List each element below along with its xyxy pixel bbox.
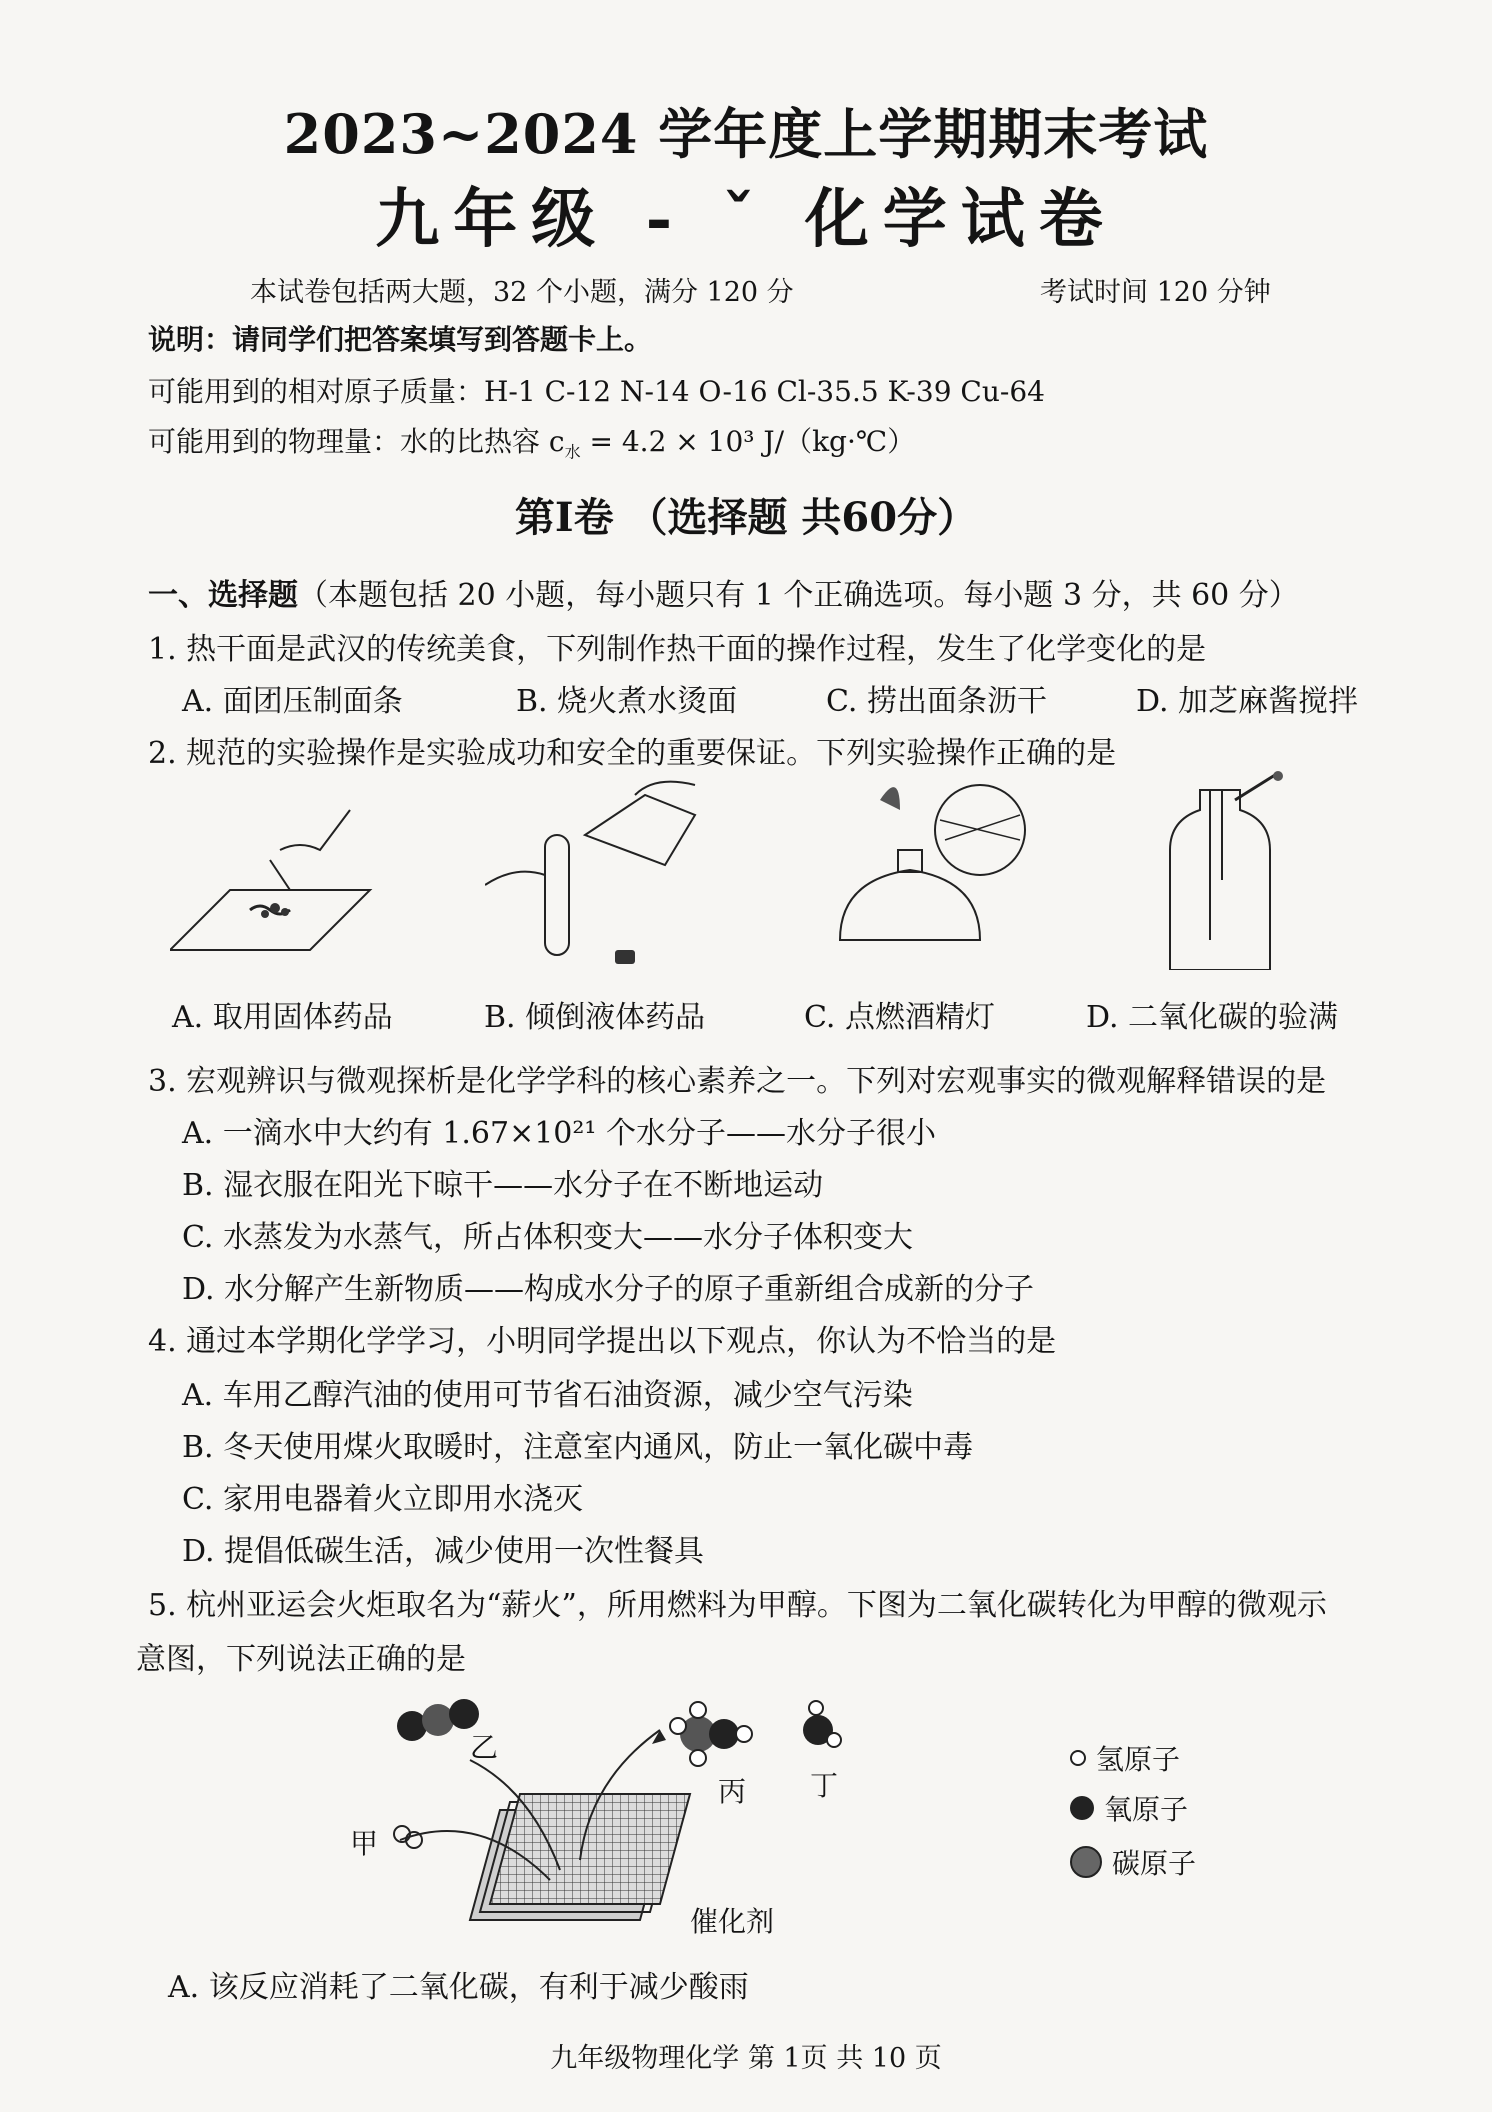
q3-option-a: A. 一滴水中大约有 1.67×10²¹ 个水分子——水分子很小 xyxy=(182,1116,936,1151)
hydrogen-atom-icon xyxy=(1070,1750,1086,1766)
atomic-masses: 可能用到的相对原子质量：H-1 C-12 N-14 O-16 Cl-35.5 K-39 Cu-64 xyxy=(148,375,1045,408)
question-1-stem: 1. 热干面是武汉的传统美食，下列制作热干面的操作过程，发生了化学变化的是 xyxy=(148,632,1207,667)
q4-option-a: A. 车用乙醇汽油的使用可节省石油资源，减少空气污染 xyxy=(182,1378,913,1413)
section-title: 第Ⅰ卷 （选择题 共60分） xyxy=(514,494,978,541)
question-5-stem-line1: 5. 杭州亚运会火炬取名为“薪火”，所用燃料为甲醇。下图为二氧化碳转化为甲醇的微观示 xyxy=(148,1588,1327,1623)
q4-option-c: C. 家用电器着火立即用水浇灭 xyxy=(182,1482,583,1517)
part-label: 一、选择题 xyxy=(148,578,298,613)
legend-carbon xyxy=(1070,1842,1196,1882)
exam-info-left: 本试卷包括两大题，32 个小题，满分 120 分 xyxy=(250,277,794,308)
legend-oxygen xyxy=(1070,1788,1188,1828)
exam-subtitle: 九年级 ‑ ˇ 化学试卷 xyxy=(375,182,1117,257)
q5-option-a: A. 该反应消耗了二氧化碳，有利于减少酸雨 xyxy=(168,1970,749,2005)
question-5-stem-line2: 意图，下列说法正确的是 xyxy=(136,1642,466,1677)
q1-option-c: C. 捞出面条沥干 xyxy=(826,684,1047,719)
legend-carbon-label: 碳原子 xyxy=(1112,1847,1197,1880)
label-bing: 丙 xyxy=(718,1775,747,1808)
exam-note: 说明：请同学们把答案填写到答题卡上。 xyxy=(148,323,653,356)
question-3-stem: 3. 宏观辨识与微观探析是化学学科的核心素养之一。下列对宏观事实的微观解释错误的是 xyxy=(148,1064,1327,1099)
q2-option-a: A. 取用固体药品 xyxy=(172,1000,393,1035)
carbon-atom-icon xyxy=(1070,1846,1102,1878)
legend-hydrogen-label: 氢原子 xyxy=(1096,1743,1181,1776)
figure-co2-full-test xyxy=(1140,770,1290,970)
physics-constant xyxy=(148,420,915,463)
legend-hydrogen xyxy=(1070,1738,1180,1778)
label-yi: 乙 xyxy=(470,1731,499,1764)
exam-title: 2023~2024 学年度上学期期末考试 xyxy=(283,102,1209,166)
physics-subscript: 水 xyxy=(564,442,581,462)
co2-to-methanol-diagram xyxy=(340,1690,860,1930)
q2-option-b: B. 倾倒液体药品 xyxy=(484,1000,706,1035)
q4-option-b: B. 冬天使用煤火取暖时，注意室内通风，防止一氧化碳中毒 xyxy=(182,1430,974,1465)
oxygen-atom-icon xyxy=(1070,1796,1094,1820)
q1-option-b: B. 烧火煮水烫面 xyxy=(516,684,738,719)
figure-pour-liquid xyxy=(485,775,725,975)
physics-value: = 4.2 × 10³ J/（kg·℃） xyxy=(580,425,916,458)
molecule-ding xyxy=(803,1701,841,1747)
q3-option-d: D. 水分解产生新物质——构成水分子的原子重新组合成新的分子 xyxy=(182,1272,1035,1307)
label-ding: 丁 xyxy=(810,1769,839,1802)
part-description: （本题包括 20 小题，每小题只有 1 个正确选项。每小题 3 分，共 60 分） xyxy=(298,578,1299,613)
label-catalyst: 催化剂 xyxy=(690,1905,775,1938)
q3-option-b: B. 湿衣服在阳光下晾干——水分子在不断地运动 xyxy=(182,1168,824,1203)
molecule-bing xyxy=(670,1702,752,1766)
page-footer: 九年级物理化学 第 1页 共 10 页 xyxy=(550,2043,942,2074)
q1-option-d: D. 加芝麻酱搅拌 xyxy=(1136,684,1359,719)
part-header xyxy=(148,570,1299,614)
exam-time: 考试时间 120 分钟 xyxy=(1040,277,1271,308)
q3-option-c: C. 水蒸发为水蒸气，所占体积变大——水分子体积变大 xyxy=(182,1220,913,1255)
molecule-yi xyxy=(397,1699,479,1741)
label-jia: 甲 xyxy=(350,1827,379,1860)
question-2-stem: 2. 规范的实验操作是实验成功和安全的重要保证。下列实验操作正确的是 xyxy=(148,736,1117,771)
legend-oxygen-label: 氧原子 xyxy=(1104,1793,1189,1826)
figure-light-alcohol-lamp xyxy=(820,770,1050,970)
q4-option-d: D. 提倡低碳生活，减少使用一次性餐具 xyxy=(182,1534,705,1569)
physics-label: 可能用到的物理量：水的比热容 c xyxy=(148,425,565,458)
q2-option-d: D. 二氧化碳的验满 xyxy=(1086,1000,1339,1035)
figure-solid-reagent xyxy=(170,790,390,970)
q1-option-a: A. 面团压制面条 xyxy=(182,684,403,719)
q2-option-c: C. 点燃酒精灯 xyxy=(804,1000,995,1035)
question-4-stem: 4. 通过本学期化学学习，小明同学提出以下观点，你认为不恰当的是 xyxy=(148,1324,1057,1359)
